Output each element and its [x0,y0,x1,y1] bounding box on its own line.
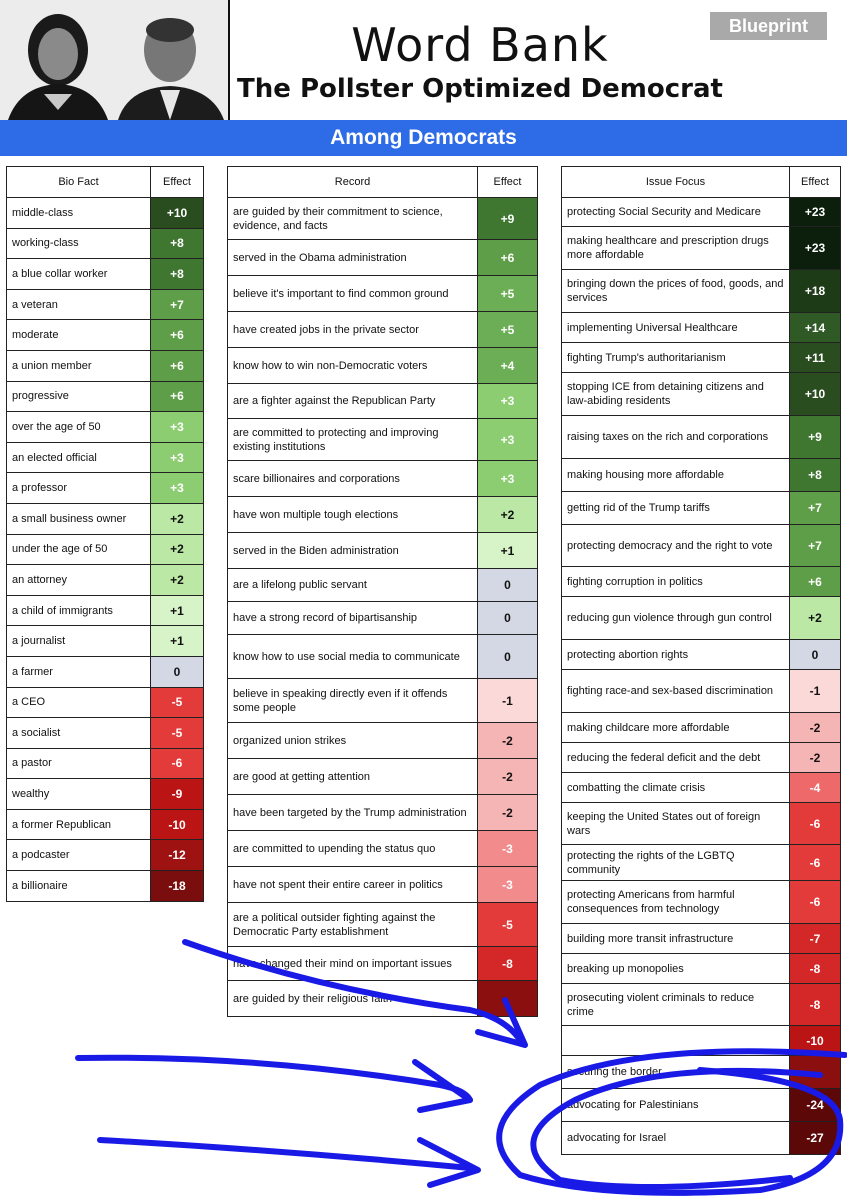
effect-value [478,981,538,1017]
effect-value: +1 [478,533,538,569]
table-row [228,602,538,635]
row-label: stopping ICE from detaining citizens and law-abiding residents [562,373,790,416]
effect-value: -6 [790,881,841,924]
effect-value: +8 [151,259,204,290]
row-label: building more transit infrastructure [562,924,790,954]
row-label: breaking up monopolies [562,954,790,984]
row-label: a podcaster [7,840,151,871]
table-row [7,473,204,504]
table-row [7,534,204,565]
table-row [562,743,841,773]
effect-header: Effect [151,167,204,198]
row-label: are a political outsider fighting against the Democratic Party establishment [228,903,478,947]
effect-value: +2 [151,565,204,596]
table-row [562,198,841,227]
row-label: fighting corruption in politics [562,567,790,597]
page-header [0,0,847,120]
table-row [562,713,841,743]
row-label: a socialist [7,718,151,749]
row-label: implementing Universal Healthcare [562,313,790,343]
effect-value: -2 [478,723,538,759]
row-label: raising taxes on the rich and corporations [562,416,790,459]
table-row [228,419,538,461]
effect-value: -24 [790,1089,841,1122]
effect-value: +23 [790,198,841,227]
row-label: making housing more affordable [562,459,790,492]
row-label: wealthy [7,779,151,810]
table-row [228,348,538,384]
effect-value: +6 [151,381,204,412]
page-subtitle: The Pollster Optimized Democrat [237,74,723,104]
effect-value: -18 [151,871,204,902]
effect-value: +6 [151,350,204,381]
table-row [562,1122,841,1155]
row-label: fighting race-and sex-based discrimination [562,670,790,713]
row-label: getting rid of the Trump tariffs [562,492,790,525]
row-label: are guided by their commitment to science, evidence, and facts [228,198,478,240]
row-label: fighting Trump's authoritarianism [562,343,790,373]
effect-value: -8 [790,984,841,1026]
table-row [7,718,204,749]
effect-value: +6 [478,240,538,276]
table-row [562,567,841,597]
effect-value: +9 [478,198,538,240]
section-banner: Among Democrats [0,120,847,156]
row-label: organized union strikes [228,723,478,759]
effect-value: +3 [151,412,204,443]
row-label [562,1026,790,1056]
row-label: keeping the United States out of foreign wars [562,803,790,845]
row-label: protecting Social Security and Medicare [562,198,790,227]
table-row [562,343,841,373]
effect-value: -10 [790,1026,841,1056]
effect-value: +9 [790,416,841,459]
row-label: a union member [7,350,151,381]
table-row [228,947,538,981]
row-label: have not spent their entire career in politics [228,867,478,903]
table-row [562,984,841,1026]
table-row [7,289,204,320]
table-row [228,981,538,1017]
table-header-row [562,167,841,198]
row-label: a professor [7,473,151,504]
effect-header: Effect [790,167,841,198]
effect-value: +11 [790,343,841,373]
table-row [7,350,204,381]
table-row [562,881,841,924]
effect-value: +3 [478,461,538,497]
row-label: served in the Obama administration [228,240,478,276]
row-label: are committed to upending the status quo [228,831,478,867]
effect-value: -6 [790,803,841,845]
table-row [7,871,204,902]
row-label: an elected official [7,442,151,473]
row-label: have won multiple tough elections [228,497,478,533]
table-row [7,840,204,871]
row-label: progressive [7,381,151,412]
row-label: a blue collar worker [7,259,151,290]
row-label: making childcare more affordable [562,713,790,743]
effect-value: -2 [478,795,538,831]
bio-fact-table [6,166,204,902]
table-row [228,759,538,795]
table-row [562,640,841,670]
row-label: working-class [7,228,151,259]
effect-value [790,1056,841,1089]
row-label: a CEO [7,687,151,718]
row-label: over the age of 50 [7,412,151,443]
effect-value: +7 [790,492,841,525]
candidate-photos [0,0,228,120]
table-row [7,320,204,351]
effect-value: 0 [478,635,538,679]
row-label: a child of immigrants [7,595,151,626]
effect-value: -1 [790,670,841,713]
effect-value: -3 [478,867,538,903]
row-label: protecting abortion rights [562,640,790,670]
table-row [7,442,204,473]
effect-value: +6 [151,320,204,351]
table-row [7,656,204,687]
table-row [562,773,841,803]
row-label: believe in speaking directly even if it offends some people [228,679,478,723]
effect-value: +5 [478,276,538,312]
effect-value: +4 [478,348,538,384]
table-row [562,1056,841,1089]
table-row [562,954,841,984]
effect-value: -6 [790,845,841,881]
issue-focus-table [561,166,841,1155]
row-label: scare billionaires and corporations [228,461,478,497]
effect-value: -1 [478,679,538,723]
effect-value: 0 [478,602,538,635]
effect-value: +7 [790,525,841,567]
row-label: protecting the rights of the LGBTQ community [562,845,790,881]
table-row [228,198,538,240]
table-row [562,1089,841,1122]
table-row [228,461,538,497]
effect-value: +14 [790,313,841,343]
table-row [7,687,204,718]
effect-value: 0 [151,656,204,687]
table-row [562,597,841,640]
table-header-row [228,167,538,198]
effect-value: +23 [790,227,841,270]
table-row [562,270,841,313]
effect-header: Effect [478,167,538,198]
row-label: a billionaire [7,871,151,902]
table-row [7,381,204,412]
table-row [7,228,204,259]
row-label: are good at getting attention [228,759,478,795]
bio-fact-header: Bio Fact [7,167,151,198]
effect-value: -3 [478,831,538,867]
table-row [7,198,204,229]
table-row [7,565,204,596]
effect-value: -2 [478,759,538,795]
effect-value: -5 [478,903,538,947]
portraits-image [0,0,228,120]
effect-value: +3 [151,442,204,473]
effect-value: -4 [790,773,841,803]
row-label: securing the border [562,1056,790,1089]
row-label: a small business owner [7,503,151,534]
effect-value: +5 [478,312,538,348]
effect-value: -10 [151,809,204,840]
row-label: a farmer [7,656,151,687]
table-row [562,492,841,525]
table-row [562,525,841,567]
effect-value: -12 [151,840,204,871]
table-row [7,259,204,290]
table-row [562,670,841,713]
table-row [228,867,538,903]
table-row [228,831,538,867]
table-row [228,903,538,947]
table-row [562,845,841,881]
effect-value: +2 [151,534,204,565]
effect-value: +8 [790,459,841,492]
effect-value: -2 [790,743,841,773]
table-row [562,924,841,954]
row-label: have been targeted by the Trump administration [228,795,478,831]
effect-value: -8 [790,954,841,984]
row-label: reducing gun violence through gun control [562,597,790,640]
row-label: are committed to protecting and improving existing institutions [228,419,478,461]
effect-value: +3 [478,419,538,461]
row-label: believe it's important to find common ground [228,276,478,312]
row-label: reducing the federal deficit and the debt [562,743,790,773]
table-row [562,313,841,343]
page-title: Word Bank [351,18,609,72]
record-table [227,166,538,1017]
effect-value: +8 [151,228,204,259]
table-row [228,240,538,276]
effect-value: +2 [151,503,204,534]
table-row [562,227,841,270]
table-row [228,795,538,831]
effect-value: +6 [790,567,841,597]
effect-value: +2 [478,497,538,533]
row-label: advocating for Israel [562,1122,790,1155]
issue-focus-header: Issue Focus [562,167,790,198]
table-row [562,459,841,492]
record-header: Record [228,167,478,198]
table-row [228,533,538,569]
effect-value: 0 [790,640,841,670]
row-label: advocating for Palestinians [562,1089,790,1122]
row-label: are a lifelong public servant [228,569,478,602]
table-row [562,1026,841,1056]
table-row [562,803,841,845]
row-label: making healthcare and prescription drugs more affordable [562,227,790,270]
effect-value: -5 [151,687,204,718]
row-label: middle-class [7,198,151,229]
effect-value: +2 [790,597,841,640]
row-label: under the age of 50 [7,534,151,565]
table-row [7,595,204,626]
effect-value: -9 [151,779,204,810]
effect-value: -2 [790,713,841,743]
effect-value: -5 [151,718,204,749]
row-label: have changed their mind on important issues [228,947,478,981]
row-label: a former Republican [7,809,151,840]
row-label: an attorney [7,565,151,596]
row-label: a pastor [7,748,151,779]
effect-value: -27 [790,1122,841,1155]
table-row [562,416,841,459]
row-label: a journalist [7,626,151,657]
table-header-row [7,167,204,198]
effect-value: +7 [151,289,204,320]
table-row [228,679,538,723]
effect-value: +10 [151,198,204,229]
row-label: prosecuting violent criminals to reduce crime [562,984,790,1026]
row-label: know how to win non-Democratic voters [228,348,478,384]
effect-value: -8 [478,947,538,981]
table-row [7,503,204,534]
effect-value: +1 [151,595,204,626]
table-row [228,569,538,602]
row-label: have a strong record of bipartisanship [228,602,478,635]
table-row [562,373,841,416]
row-label: moderate [7,320,151,351]
table-row [7,412,204,443]
table-row [228,384,538,419]
table-row [228,276,538,312]
table-row [7,779,204,810]
row-label: have created jobs in the private sector [228,312,478,348]
table-row [7,748,204,779]
row-label: are a fighter against the Republican Party [228,384,478,419]
row-label: served in the Biden administration [228,533,478,569]
effect-value: -7 [790,924,841,954]
row-label: bringing down the prices of food, goods, and services [562,270,790,313]
row-label: protecting Americans from harmful consequences from technology [562,881,790,924]
row-label: combatting the climate crisis [562,773,790,803]
row-label: know how to use social media to communicate [228,635,478,679]
row-label: a veteran [7,289,151,320]
effect-value: +10 [790,373,841,416]
brand-logo: Blueprint [710,12,827,40]
table-row [228,312,538,348]
effect-value: +3 [151,473,204,504]
effect-value: +3 [478,384,538,419]
row-label: are guided by their religious faith [228,981,478,1017]
table-row [7,809,204,840]
table-row [228,635,538,679]
effect-value: +18 [790,270,841,313]
table-row [7,626,204,657]
effect-value: -6 [151,748,204,779]
effect-value: +1 [151,626,204,657]
table-row [228,723,538,759]
effect-value: 0 [478,569,538,602]
row-label: protecting democracy and the right to vote [562,525,790,567]
table-row [228,497,538,533]
